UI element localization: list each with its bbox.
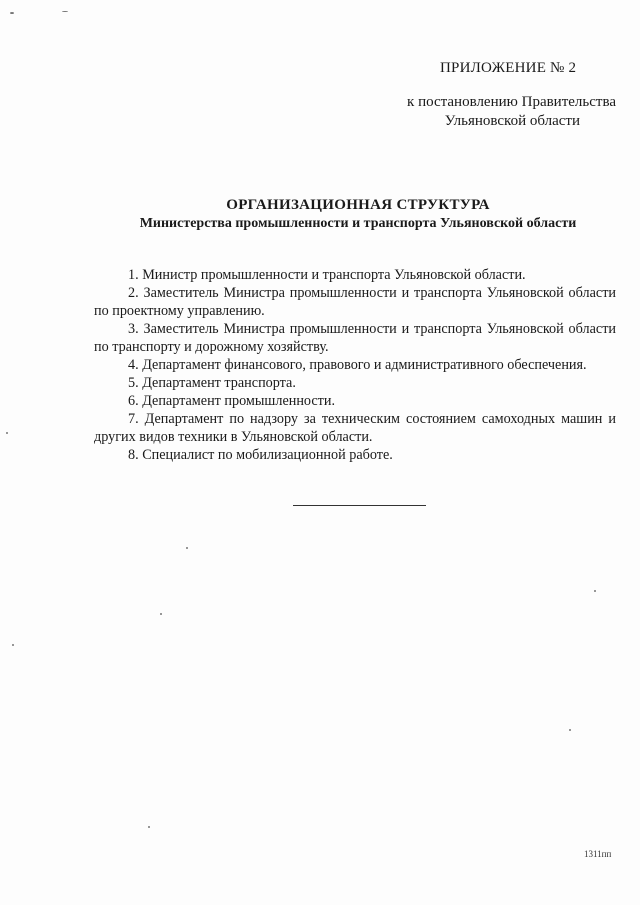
- scan-speck: [186, 547, 188, 549]
- scan-speck: [6, 432, 8, 434]
- closing-divider: [293, 505, 426, 506]
- scan-speck: [569, 729, 571, 731]
- appendix-reference-line-1: к постановлению Правительства: [407, 94, 616, 110]
- structure-item-1: 1. Министр промышленности и транспорта Ульяновской области.: [128, 267, 526, 283]
- scan-speck: [148, 826, 150, 828]
- appendix-reference: [300, 93, 616, 131]
- scan-speck: [12, 644, 14, 646]
- document-subtitle: Министерства промышленности и транспорта Ульяновской области: [139, 216, 577, 231]
- structure-item-2: 2. Заместитель Министра промышленности и транспорта Ульяновской области по проектному управлению.: [94, 285, 616, 319]
- appendix-number: ПРИЛОЖЕНИЕ № 2: [440, 60, 577, 76]
- appendix-reference-line-2: Ульяновской области: [444, 113, 580, 129]
- structure-item-5: 5. Департамент транспорта.: [128, 375, 296, 391]
- scan-speck: [10, 12, 14, 14]
- structure-item-4: 4. Департамент финансового, правового и административного обеспечения.: [128, 357, 587, 373]
- footer-code: 1311пп: [584, 849, 612, 859]
- scan-speck: [62, 11, 68, 12]
- structure-item-3: 3. Заместитель Министра промышленности и транспорта Ульяновской области по транспорту и дорожному хозяйству.: [94, 321, 616, 355]
- structure-list: [94, 266, 616, 464]
- structure-item-8: 8. Специалист по мобилизационной работе.: [128, 447, 393, 463]
- scan-speck: [160, 613, 162, 615]
- structure-item-7: 7. Департамент по надзору за техническим состоянием самоходных машин и других видов техники в Ульяновской области.: [94, 411, 616, 445]
- scan-speck: [594, 590, 596, 592]
- document-title: ОРГАНИЗАЦИОННАЯ СТРУКТУРА: [226, 197, 490, 213]
- structure-item-6: 6. Департамент промышленности.: [128, 393, 336, 409]
